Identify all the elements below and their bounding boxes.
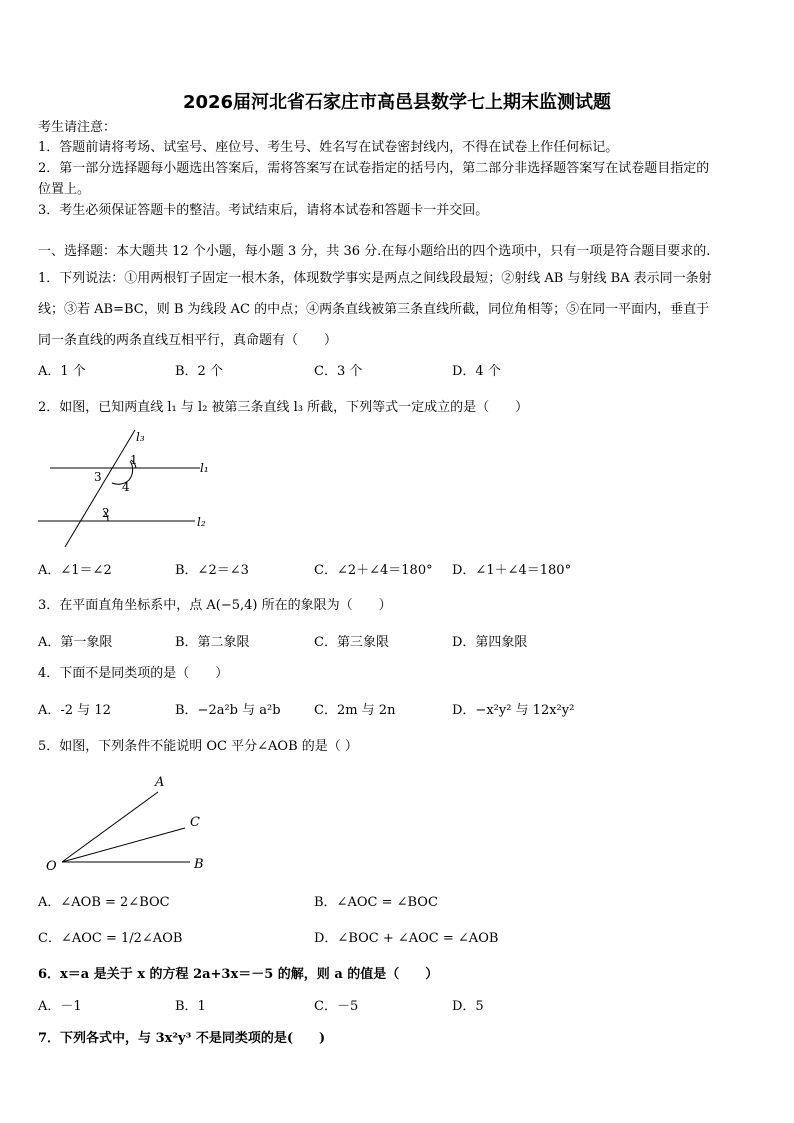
q2-option-c: C．∠2＋∠4＝180° bbox=[314, 563, 433, 578]
q3-option-d: D．第四象限 bbox=[452, 635, 528, 650]
label-b: B bbox=[194, 857, 204, 872]
q5-figure bbox=[40, 768, 220, 878]
q1-line-2: 线；③若 AB=BC，则 B 为线段 AC 的中点；④两条直线被第三条直线所截，同位角相等；⑤在同一平面内，垂直于 bbox=[38, 302, 710, 317]
notice-item-1: 1．答题前请将考场、试室号、座位号、考生号、姓名写在试卷密封线内，不得在试卷上作任何标记。 bbox=[38, 140, 619, 155]
notice-item-3: 3．考生必须保证答题卡的整洁。考试结束后，请将本试卷和答题卡一并交回。 bbox=[38, 203, 489, 218]
q4-option-d: D．−x²y² 与 12x²y² bbox=[452, 703, 575, 718]
notice-heading: 考生请注意： bbox=[38, 120, 117, 135]
notice-item-2-cont: 位置上。 bbox=[38, 182, 91, 197]
q7-stem: 7．下列各式中，与 3x²y³ 不是同类项的是( ) bbox=[38, 1031, 326, 1046]
q1-option-d: D．4 个 bbox=[452, 364, 501, 379]
q4-option-a: A．-2 与 12 bbox=[38, 703, 111, 718]
q2-option-a: A．∠1＝∠2 bbox=[38, 563, 112, 578]
q1-option-a: A．1 个 bbox=[38, 364, 86, 379]
page-title: 2026届河北省石家庄市高邑县数学七上期末监测试题 bbox=[182, 92, 612, 113]
q6-option-b: B．1 bbox=[175, 999, 206, 1014]
q4-option-b: B．−2a²b 与 a²b bbox=[175, 703, 281, 718]
label-angle-4: 4 bbox=[122, 480, 130, 494]
q2-stem: 2．如图，已知两直线 l₁ 与 l₂ 被第三条直线 l₃ 所截，下列等式一定成立的是（ ） bbox=[38, 400, 529, 415]
notice-item-2: 2．第一部分选择题每小题选出答案后，需将答案写在试卷指定的括号内，第二部分非选择题答案写在试卷题目指定的 bbox=[38, 161, 710, 176]
q6-option-d: D．5 bbox=[452, 999, 484, 1014]
q3-stem: 3．在平面直角坐标系中，点 A(−5,4) 所在的象限为（ ） bbox=[38, 598, 392, 613]
q3-option-b: B．第二象限 bbox=[175, 635, 250, 650]
label-angle-3: 3 bbox=[94, 470, 102, 484]
label-o: O bbox=[46, 859, 57, 874]
label-c: C bbox=[190, 815, 200, 830]
q1-line-1: 1．下列说法：①用两根钉子固定一根木条，体现数学事实是两点之间线段最短；②射线 AB 与射线 BA 表示同一条射 bbox=[38, 271, 712, 286]
q3-option-a: A．第一象限 bbox=[38, 635, 113, 650]
q5-option-a: A．∠AOB = 2∠BOC bbox=[38, 895, 170, 910]
q3-option-c: C．第三象限 bbox=[314, 635, 389, 650]
q5-option-c: C．∠AOC = 1/2∠AOB bbox=[38, 931, 183, 946]
q5-option-b: B．∠AOC = ∠BOC bbox=[314, 895, 438, 910]
label-angle-1: 1 bbox=[130, 453, 138, 467]
q2-option-b: B．∠2＝∠3 bbox=[175, 563, 249, 578]
q1-option-c: C．3 个 bbox=[314, 364, 363, 379]
q6-option-c: C．－5 bbox=[314, 999, 359, 1014]
q4-stem: 4．下面不是同类项的是（ ） bbox=[38, 666, 229, 681]
label-l2: l₂ bbox=[197, 515, 206, 529]
label-l3: l₃ bbox=[136, 430, 145, 444]
ray-oa bbox=[62, 792, 158, 862]
label-angle-2: 2 bbox=[102, 506, 110, 520]
q6-option-a: A．－1 bbox=[38, 999, 82, 1014]
q1-line-3: 同一条直线的两条直线互相平行，真命题有（ ） bbox=[38, 333, 338, 348]
q5-option-d: D．∠BOC + ∠AOC = ∠AOB bbox=[314, 931, 499, 946]
q2-option-d: D．∠1＋∠4＝180° bbox=[452, 563, 572, 578]
q2-figure bbox=[30, 425, 230, 555]
ray-oc bbox=[62, 828, 185, 862]
label-a: A bbox=[155, 775, 165, 790]
q5-stem: 5．如图，下列条件不能说明 OC 平分∠AOB 的是（ ） bbox=[38, 739, 358, 754]
q4-option-c: C．2m 与 2n bbox=[314, 703, 396, 718]
q6-stem: 6．x＝a 是关于 x 的方程 2a+3x＝－5 的解，则 a 的值是（ ） bbox=[38, 967, 439, 982]
label-l1: l₁ bbox=[200, 461, 209, 475]
section-heading: 一、选择题：本大题共 12 个小题，每小题 3 分，共 36 分.在每小题给出的四个选项中，只有一项是符合题目要求的. bbox=[38, 244, 711, 259]
q1-option-b: B．2 个 bbox=[175, 364, 223, 379]
